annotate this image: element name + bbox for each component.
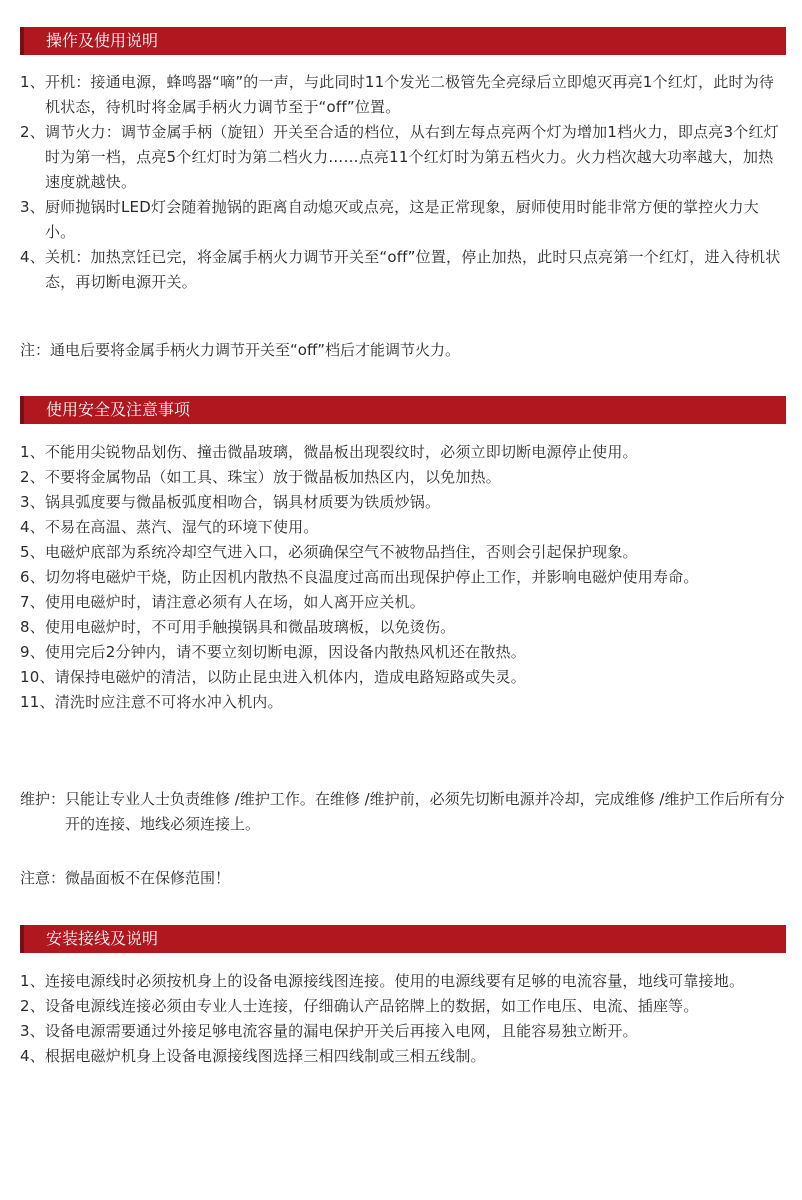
item-text: 不要将金属物品（如工具、珠宝）放于微晶板加热区内，以免加热。 [44, 468, 501, 486]
item-number: 5、 [20, 543, 45, 561]
item-number: 1、 [20, 972, 45, 990]
item-number: 4、 [20, 248, 45, 266]
list-item [20, 994, 786, 1019]
list-item [20, 70, 786, 120]
item-text: 请保持电磁炉的清洁，以防止昆虫进入机体内，造成电路短路或失灵。 [54, 668, 526, 686]
list-item [20, 590, 786, 615]
item-text: 连接电源线时必须按机身上的设备电源接线图连接。使用的电源线要有足够的电流容量，地线可靠接地。 [44, 972, 745, 990]
item-number: 3、 [20, 1022, 45, 1040]
item-number: 7、 [20, 593, 45, 611]
list-item [20, 540, 786, 565]
list-item [20, 490, 786, 515]
item-text: 清洗时应注意不可将水冲入机内。 [54, 693, 283, 711]
section-title: 操作及使用说明 [46, 31, 159, 50]
section-header-installation [20, 925, 786, 953]
list-item [20, 245, 786, 295]
list-item [20, 195, 786, 245]
list-item [20, 1044, 786, 1069]
list-item [20, 640, 786, 665]
operation-note: 注：通电后要将金属手柄火力调节开关至“off”档后才能调节火力。 [20, 341, 461, 359]
list-item [20, 465, 786, 490]
item-number: 6、 [20, 568, 45, 586]
list-item [20, 565, 786, 590]
list-item [20, 615, 786, 640]
item-number: 1、 [20, 443, 45, 461]
maintenance-label: 维护： [20, 790, 66, 808]
item-text: 设备电源线连接必须由专业人士连接，仔细确认产品铭牌上的数据，如工作电压、电流、插座等。 [44, 997, 699, 1015]
list-item [20, 1019, 786, 1044]
section-header-operation [20, 27, 786, 55]
item-text: 开机：接通电源，蜂鸣器“嘀”的一声，与此同时11个发光二极管先全亮绿后立即熄灭再亮1个红灯，此时为待机状态，待机时将金属手柄火力调节至于“off”位置。 [44, 73, 775, 116]
safety-list [20, 440, 786, 715]
section-header-safety [20, 396, 786, 424]
item-number: 9、 [20, 643, 45, 661]
item-text: 不易在高温、蒸汽、湿气的环境下使用。 [44, 518, 319, 536]
item-text: 关机：加热烹饪已完，将金属手柄火力调节开关至“off”位置，停止加热，此时只点亮第一个红灯，进入待机状态，再切断电源开关。 [44, 248, 781, 291]
item-text: 锅具弧度要与微晶板弧度相吻合，锅具材质要为铁质炒锅。 [44, 493, 441, 511]
item-number: 2、 [20, 997, 45, 1015]
item-number: 4、 [20, 1047, 45, 1065]
operation-list [20, 70, 786, 295]
item-text: 设备电源需要通过外接足够电流容量的漏电保护开关后再接入电网，且能容易独立断开。 [44, 1022, 638, 1040]
list-item [20, 120, 786, 195]
section-title: 安装接线及说明 [46, 929, 159, 948]
warranty-note: 注意：微晶面板不在保修范围！ [20, 869, 231, 887]
section-title: 使用安全及注意事项 [46, 400, 191, 419]
item-number: 11、 [20, 693, 55, 711]
item-number: 3、 [20, 493, 45, 511]
list-item [20, 690, 786, 715]
item-number: 10、 [20, 668, 55, 686]
item-number: 4、 [20, 518, 45, 536]
item-text: 切勿将电磁炉干烧，防止因机内散热不良温度过高而出现保护停止工作，并影响电磁炉使用寿命。 [44, 568, 699, 586]
item-number: 2、 [20, 123, 45, 141]
maintenance-text: 只能让专业人士负责维修 /维护工作。在维修 /维护前，必须先切断电源并冷却，完成维修 /维护工作后所有分开的连接、地线必须连接上。 [65, 790, 785, 833]
maintenance-note [20, 787, 786, 837]
item-text: 使用完后2分钟内，请不要立刻切断电源，因设备内散热风机还在散热。 [44, 643, 526, 661]
item-number: 2、 [20, 468, 45, 486]
item-text: 使用电磁炉时，不可用手触摸锅具和微晶玻璃板，以免烫伤。 [44, 618, 456, 636]
list-item [20, 665, 786, 690]
item-text: 根据电磁炉机身上设备电源接线图选择三相四线制或三相五线制。 [44, 1047, 486, 1065]
item-text: 不能用尖锐物品划伤、撞击微晶玻璃，微晶板出现裂纹时，必须立即切断电源停止使用。 [44, 443, 638, 461]
item-text: 电磁炉底部为系统冷却空气进入口，必须确保空气不被物品挡住，否则会引起保护现象。 [44, 543, 638, 561]
installation-list [20, 969, 786, 1069]
item-text: 使用电磁炉时，请注意必须有人在场，如人离开应关机。 [44, 593, 425, 611]
list-item [20, 440, 786, 465]
item-number: 1、 [20, 73, 45, 91]
item-text: 调节火力：调节金属手柄（旋钮）开关至合适的档位，从右到左每点亮两个灯为增加1档火力，即点亮3个红灯时为第一档，点亮5个红灯时为第二档火力……点亮11个红灯时为第五档火力。火力档次越大功率越大，加热速度就越快。 [44, 123, 779, 191]
item-number: 3、 [20, 198, 45, 216]
item-number: 8、 [20, 618, 45, 636]
item-text: 厨师抛锅时LED灯会随着抛锅的距离自动熄灭或点亮，这是正常现象，厨师使用时能非常方便的掌控火力大小。 [44, 198, 759, 241]
list-item [20, 969, 786, 994]
list-item [20, 515, 786, 540]
